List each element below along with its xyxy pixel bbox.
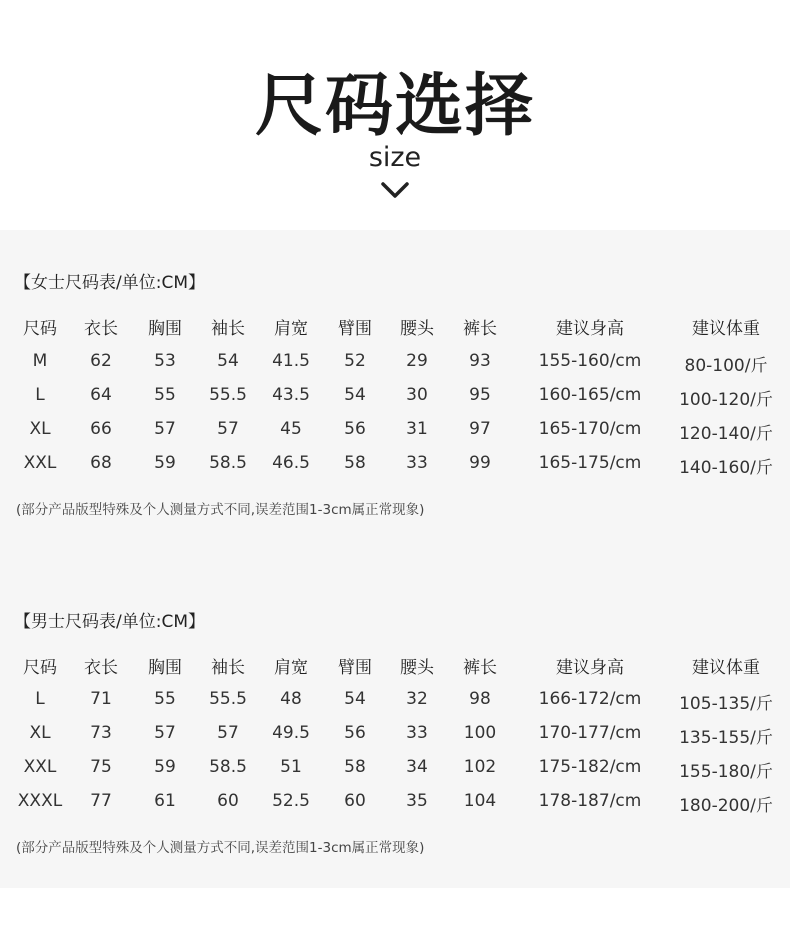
chevron-down-icon (380, 178, 410, 202)
table-cell: 58 (344, 453, 366, 473)
page-title: 尺码选择 (254, 67, 535, 146)
column-header: 肩宽 (274, 658, 308, 678)
table-cell: 180-200/斤 (679, 796, 773, 816)
table-header-row (0, 314, 790, 348)
table-cell: 120-140/斤 (679, 424, 773, 444)
table-row (0, 689, 790, 723)
table-row (0, 723, 790, 757)
men-table-note: (部分产品版型特殊及个人测量方式不同,误差范围1-3cm属正常现象) (16, 840, 425, 856)
table-cell: 51 (280, 757, 302, 777)
table-cell: 30 (406, 385, 428, 405)
table-cell: 68 (90, 453, 112, 473)
column-header: 袖长 (211, 319, 245, 339)
table-cell: 135-155/斤 (679, 728, 773, 748)
column-header: 建议身高 (556, 319, 624, 339)
column-header: 裤长 (463, 658, 497, 678)
table-cell: 46.5 (272, 453, 310, 473)
table-cell: 155-160/cm (538, 351, 642, 371)
table-cell: 66 (90, 419, 112, 439)
column-header: 臂围 (338, 319, 372, 339)
column-header: 袖长 (211, 658, 245, 678)
page-header (0, 0, 790, 230)
table-cell: 56 (344, 419, 366, 439)
table-cell: 165-170/cm (538, 419, 642, 439)
table-cell: 29 (406, 351, 428, 371)
table-cell: 41.5 (272, 351, 310, 371)
table-cell: 175-182/cm (538, 757, 642, 777)
table-cell: 61 (154, 791, 176, 811)
table-cell: 49.5 (272, 723, 310, 743)
column-header: 腰头 (400, 658, 434, 678)
column-header: 衣长 (84, 658, 118, 678)
table-cell: 33 (406, 723, 428, 743)
table-cell: 105-135/斤 (679, 694, 773, 714)
table-cell: 52 (344, 351, 366, 371)
table-cell: 75 (90, 757, 112, 777)
table-cell: XXL (23, 757, 57, 777)
table-row (0, 757, 790, 791)
column-header: 衣长 (84, 319, 118, 339)
table-cell: XL (29, 723, 51, 743)
table-cell: 64 (90, 385, 112, 405)
table-cell: 43.5 (272, 385, 310, 405)
column-header: 胸围 (148, 658, 182, 678)
table-cell: 52.5 (272, 791, 310, 811)
table-cell: 58 (344, 757, 366, 777)
table-cell: 99 (469, 453, 491, 473)
table-cell: 55 (154, 385, 176, 405)
table-cell: 55.5 (209, 385, 247, 405)
column-header: 尺码 (23, 658, 57, 678)
table-cell: 34 (406, 757, 428, 777)
table-cell: 104 (463, 791, 497, 811)
table-cell: 165-175/cm (538, 453, 642, 473)
table-cell: 59 (154, 757, 176, 777)
table-cell: 54 (344, 689, 366, 709)
table-cell: 48 (280, 689, 302, 709)
table-cell: 93 (469, 351, 491, 371)
table-cell: 140-160/斤 (679, 458, 773, 478)
table-cell: 57 (217, 419, 239, 439)
table-cell: 60 (344, 791, 366, 811)
table-cell: 53 (154, 351, 176, 371)
column-header: 臂围 (338, 658, 372, 678)
column-header: 胸围 (148, 319, 182, 339)
table-cell: 60 (217, 791, 239, 811)
table-cell: 62 (90, 351, 112, 371)
table-header-row (0, 653, 790, 687)
table-cell: 100-120/斤 (679, 390, 773, 410)
table-cell: 73 (90, 723, 112, 743)
table-cell: 54 (217, 351, 239, 371)
column-header: 建议体重 (692, 658, 760, 678)
table-cell: 57 (154, 723, 176, 743)
table-row (0, 351, 790, 385)
table-cell: 160-165/cm (538, 385, 642, 405)
women-section-title: 【女士尺码表/单位:CM】 (14, 273, 205, 293)
table-cell: 57 (154, 419, 176, 439)
column-header: 肩宽 (274, 319, 308, 339)
table-cell: L (35, 385, 45, 405)
page-subtitle: size (368, 142, 422, 173)
table-cell: 71 (90, 689, 112, 709)
table-cell: 59 (154, 453, 176, 473)
table-row (0, 419, 790, 453)
men-section-title: 【男士尺码表/单位:CM】 (14, 612, 205, 632)
table-cell: 33 (406, 453, 428, 473)
table-cell: 54 (344, 385, 366, 405)
table-cell: 155-180/斤 (679, 762, 773, 782)
table-cell: 58.5 (209, 757, 247, 777)
table-cell: 166-172/cm (538, 689, 642, 709)
women-table-note: (部分产品版型特殊及个人测量方式不同,误差范围1-3cm属正常现象) (16, 502, 425, 518)
table-cell: 98 (469, 689, 491, 709)
table-cell: L (35, 689, 45, 709)
table-row (0, 453, 790, 487)
table-cell: 178-187/cm (538, 791, 642, 811)
bottom-spacer (0, 888, 790, 943)
table-cell: 55.5 (209, 689, 247, 709)
column-header: 裤长 (463, 319, 497, 339)
table-cell: 77 (90, 791, 112, 811)
table-cell: 97 (469, 419, 491, 439)
table-cell: 56 (344, 723, 366, 743)
table-cell: 80-100/斤 (684, 356, 768, 376)
table-cell: 45 (280, 419, 302, 439)
table-row (0, 385, 790, 419)
table-cell: 170-177/cm (538, 723, 642, 743)
column-header: 建议体重 (692, 319, 760, 339)
table-cell: 95 (469, 385, 491, 405)
table-cell: 100 (463, 723, 497, 743)
table-cell: 35 (406, 791, 428, 811)
table-cell: 32 (406, 689, 428, 709)
table-cell: 58.5 (209, 453, 247, 473)
table-cell: M (32, 351, 48, 371)
table-cell: XXXL (17, 791, 63, 811)
column-header: 腰头 (400, 319, 434, 339)
table-cell: 102 (463, 757, 497, 777)
table-cell: 57 (217, 723, 239, 743)
column-header: 建议身高 (556, 658, 624, 678)
table-cell: XL (29, 419, 51, 439)
table-cell: XXL (23, 453, 57, 473)
size-chart-panel (0, 230, 790, 888)
table-cell: 31 (406, 419, 428, 439)
table-row (0, 791, 790, 825)
table-cell: 55 (154, 689, 176, 709)
column-header: 尺码 (23, 319, 57, 339)
